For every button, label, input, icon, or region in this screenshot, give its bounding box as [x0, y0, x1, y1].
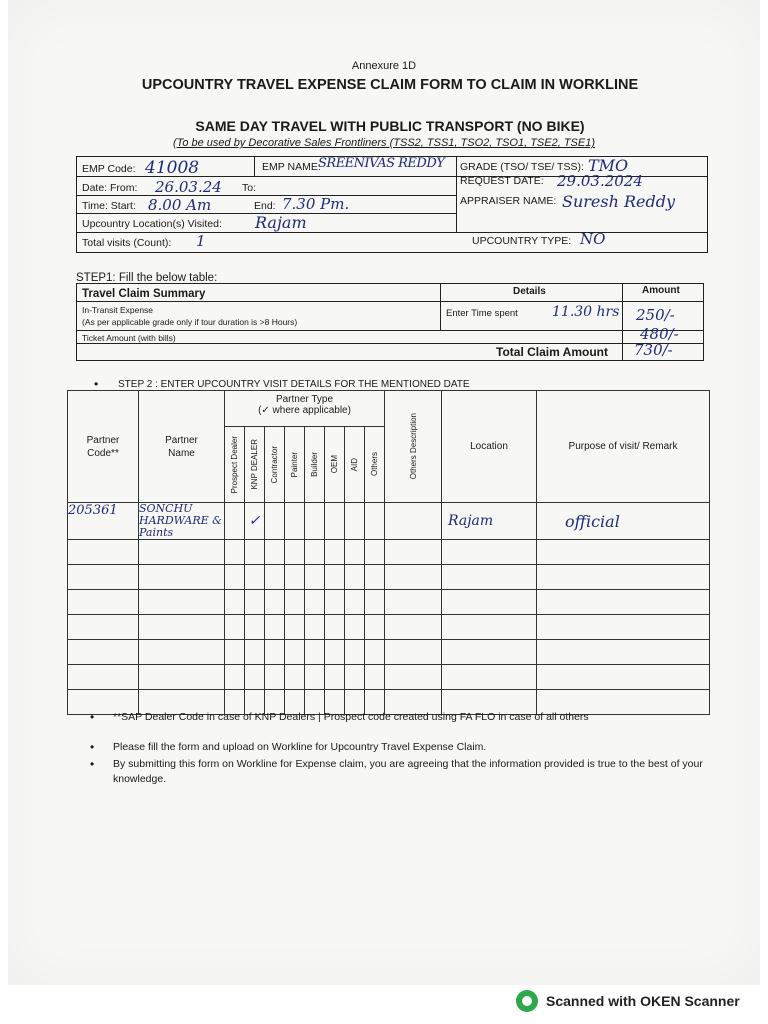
- ticket-amount: 480/-: [640, 325, 679, 343]
- col-partner-code: Partner Code**: [68, 391, 139, 503]
- summary-header: Travel Claim Summary: [82, 288, 206, 300]
- form-subtitle: SAME DAY TRAVEL WITH PUBLIC TRANSPORT (NO BIKE): [195, 118, 585, 134]
- table-row: [68, 615, 710, 640]
- knp-dealer-check: ✓: [245, 503, 265, 540]
- col-painter: Painter: [285, 427, 305, 503]
- total-visits-value: 1: [196, 232, 206, 250]
- table-row: [68, 540, 710, 565]
- col-others-description: Others Description: [385, 391, 442, 503]
- partner-name-cell: SONCHU HARDWARE & Paints: [139, 503, 225, 540]
- table-row: [68, 640, 710, 665]
- note-declaration: By submitting this form on Workline for Expense claim, you are agreeing that the information provided is true to the best of your knowledge.: [113, 758, 703, 785]
- date-from-label: Date: From:: [82, 182, 138, 194]
- table-row: [68, 590, 710, 615]
- time-start-value: 8.00 Am: [148, 196, 212, 214]
- col-builder: Builder: [305, 427, 325, 503]
- col-contractor: Contractor: [265, 427, 285, 503]
- amount-header: Amount: [642, 285, 680, 296]
- appraiser-value: Suresh Reddy: [562, 192, 676, 211]
- grade-value: TMO: [588, 156, 629, 175]
- col-others: Others: [365, 427, 385, 503]
- note2-bullet: •: [90, 740, 95, 754]
- partner-type-header: Partner Type (✓ where applicable): [225, 391, 385, 427]
- date-from-value: 26.03.24: [155, 178, 222, 196]
- emp-name-label: EMP NAME:: [262, 161, 321, 173]
- step2-heading: STEP 2 : ENTER UPCOUNTRY VISIT DETAILS FOR THE MENTIONED DATE: [118, 379, 470, 390]
- in-transit-label: In-Transit Expense: [82, 305, 154, 315]
- scanner-text: Scanned with OKEN Scanner: [546, 993, 740, 1009]
- total-claim-label: Total Claim Amount: [496, 345, 608, 359]
- table-row: [68, 665, 710, 690]
- location-cell: Rajam: [442, 503, 537, 540]
- annexure-label: Annexure 1D: [351, 60, 417, 72]
- partner-code-cell: 205361: [68, 503, 139, 540]
- col-purpose: Purpose of visit/ Remark: [537, 391, 710, 503]
- time-end-value: 7.30 Pm.: [282, 195, 350, 213]
- scanner-watermark: [516, 990, 740, 1012]
- total-claim-amount: 730/-: [634, 341, 673, 359]
- grade-label: GRADE (TSO/ TSE/ TSS):: [460, 161, 584, 173]
- details-header: Details: [513, 286, 546, 297]
- time-start-label: Time: Start:: [82, 200, 136, 212]
- step2-bullet: •: [94, 377, 99, 391]
- note3-bullet: •: [90, 757, 95, 771]
- time-end-label: End:: [254, 200, 276, 212]
- locations-label: Upcountry Location(s) Visited:: [82, 218, 222, 230]
- col-oem: OEM: [325, 427, 345, 503]
- in-transit-note: (As per applicable grade only if tour duration is >8 Hours): [82, 317, 298, 327]
- col-location: Location: [442, 391, 537, 503]
- ticket-label: Ticket Amount (with bills): [82, 333, 176, 343]
- table-row: [68, 565, 710, 590]
- scanner-logo-icon: [516, 990, 538, 1012]
- request-date-value: 29.03.2024: [557, 172, 643, 190]
- note-upload: Please fill the form and upload on Workline for Upcountry Travel Expense Claim.: [113, 741, 487, 753]
- col-partner-name: Partner Name: [139, 391, 225, 503]
- visit-details-table: [67, 390, 710, 715]
- time-spent-value: 11.30 hrs: [552, 304, 620, 320]
- col-knp-dealer: KNP DEALER: [245, 427, 265, 503]
- appraiser-label: APPRAISER NAME:: [460, 195, 557, 207]
- col-aid: AID: [345, 427, 365, 503]
- table-row: [68, 503, 710, 540]
- col-prospect-dealer: Prospect Dealer: [225, 427, 245, 503]
- emp-code-label: EMP Code:: [82, 163, 136, 175]
- emp-code-value: 41008: [145, 158, 200, 178]
- date-to-label: To:: [242, 182, 257, 194]
- purpose-cell: official: [537, 503, 710, 540]
- form-title: UPCOUNTRY TRAVEL EXPENSE CLAIM FORM TO CLAIM IN WORKLINE: [141, 77, 639, 93]
- step1-heading: STEP1: Fill the below table:: [76, 272, 218, 284]
- locations-value: Rajam: [255, 213, 307, 232]
- in-transit-amount: 250/-: [636, 306, 675, 324]
- usage-note: (To be used by Decorative Sales Frontliners (TSS2, TSS1, TSO2, TSO1, TSE2, TSE1): [172, 137, 596, 149]
- note1-bullet: •: [90, 710, 95, 724]
- upcountry-type-label: UPCOUNTRY TYPE:: [472, 235, 572, 247]
- request-date-label: REQUEST DATE:: [460, 175, 544, 187]
- enter-time-label: Enter Time spent: [446, 308, 518, 319]
- note-sap-code: **SAP Dealer Code in case of KNP Dealers | Prospect code created using FA FLO in case of all others: [113, 711, 589, 723]
- total-visits-label: Total visits (Count):: [82, 237, 172, 249]
- emp-name-value: SREENIVAS REDDY: [318, 156, 445, 171]
- upcountry-type-value: NO: [580, 230, 606, 248]
